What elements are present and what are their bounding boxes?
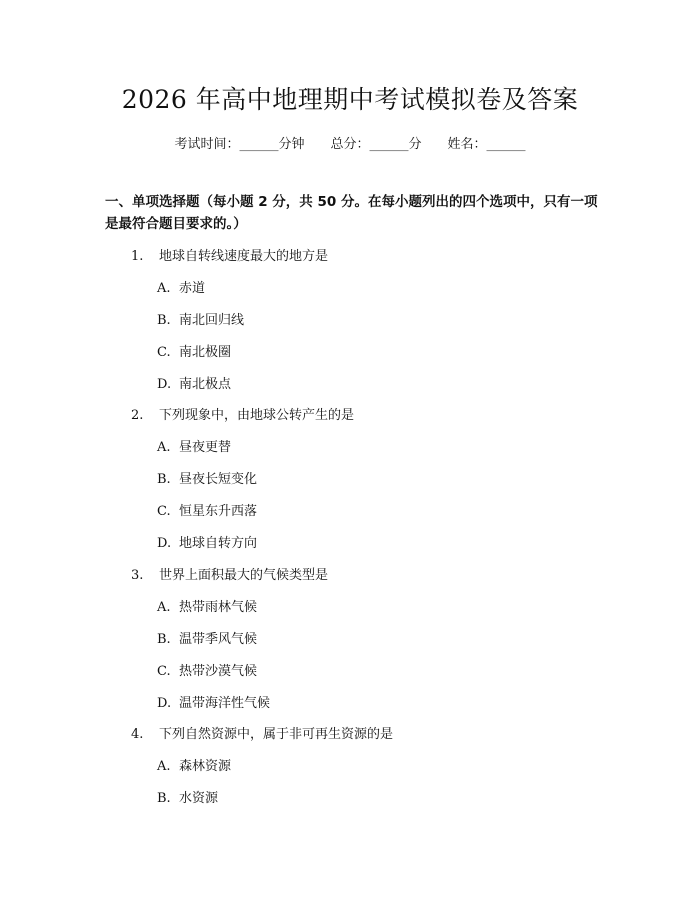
question-4-option-a xyxy=(157,755,231,774)
option-letter: B. xyxy=(157,632,171,647)
option-letter: B. xyxy=(157,313,171,328)
question-text: 下列自然资源中，属于非可再生资源的是 xyxy=(159,727,394,742)
option-text: 南北极圈 xyxy=(179,345,232,360)
exam-score-field: 总分：______分 xyxy=(330,137,422,152)
option-letter: C. xyxy=(157,664,171,679)
question-1 xyxy=(131,245,328,264)
question-text: 下列现象中，由地球公转产生的是 xyxy=(159,408,355,423)
question-2-option-a xyxy=(157,436,231,455)
question-number: 4. xyxy=(131,727,144,742)
option-text: 南北极点 xyxy=(179,377,232,392)
option-letter: C. xyxy=(157,345,171,360)
option-text: 南北回归线 xyxy=(179,313,245,328)
question-3-option-d xyxy=(157,692,270,711)
option-text: 水资源 xyxy=(179,791,219,806)
question-2-option-c xyxy=(157,500,257,519)
exam-title: 2026 年高中地理期中考试模拟卷及答案 xyxy=(121,85,579,114)
option-letter: D. xyxy=(157,377,172,392)
exam-name-field: 姓名：______ xyxy=(447,137,526,152)
option-text: 赤道 xyxy=(179,281,206,296)
section-heading: 一、单项选择题（每小题 2 分，共 50 分。在每小题列出的四个选项中，只有一项是最符合题目要求的。） xyxy=(105,194,598,232)
question-2-option-b xyxy=(157,468,257,487)
option-text: 地球自转方向 xyxy=(179,536,258,551)
question-number: 2. xyxy=(131,408,144,423)
question-number: 1. xyxy=(131,249,144,264)
question-4 xyxy=(131,723,393,742)
question-3 xyxy=(131,564,328,583)
option-text: 热带沙漠气候 xyxy=(179,664,258,679)
option-letter: C. xyxy=(157,504,171,519)
question-number: 3. xyxy=(131,568,144,583)
option-text: 热带雨林气候 xyxy=(179,600,258,615)
question-text: 地球自转线速度最大的地方是 xyxy=(159,249,329,264)
exam-time-field: 考试时间：______分钟 xyxy=(174,137,305,152)
question-text: 世界上面积最大的气候类型是 xyxy=(159,568,329,583)
option-text: 昼夜更替 xyxy=(179,440,232,455)
option-text: 温带季风气候 xyxy=(179,632,258,647)
option-letter: A. xyxy=(157,600,171,615)
question-3-option-b xyxy=(157,628,257,647)
option-letter: D. xyxy=(157,696,172,711)
option-letter: A. xyxy=(157,281,171,296)
option-letter: B. xyxy=(157,472,171,487)
option-letter: A. xyxy=(157,440,171,455)
question-2-option-d xyxy=(157,532,257,551)
question-4-option-b xyxy=(157,787,218,806)
option-letter: A. xyxy=(157,759,171,774)
question-1-option-a xyxy=(157,277,205,296)
option-text: 恒星东升西落 xyxy=(179,504,258,519)
question-3-option-c xyxy=(157,660,257,679)
option-text: 温带海洋性气候 xyxy=(179,696,271,711)
question-1-option-b xyxy=(157,309,244,328)
option-text: 森林资源 xyxy=(179,759,232,774)
question-1-option-c xyxy=(157,341,231,360)
option-letter: D. xyxy=(157,536,172,551)
question-3-option-a xyxy=(157,596,257,615)
option-text: 昼夜长短变化 xyxy=(179,472,258,487)
option-letter: B. xyxy=(157,791,171,806)
question-1-option-d xyxy=(157,373,231,392)
exam-meta xyxy=(0,133,700,152)
question-2 xyxy=(131,404,354,423)
